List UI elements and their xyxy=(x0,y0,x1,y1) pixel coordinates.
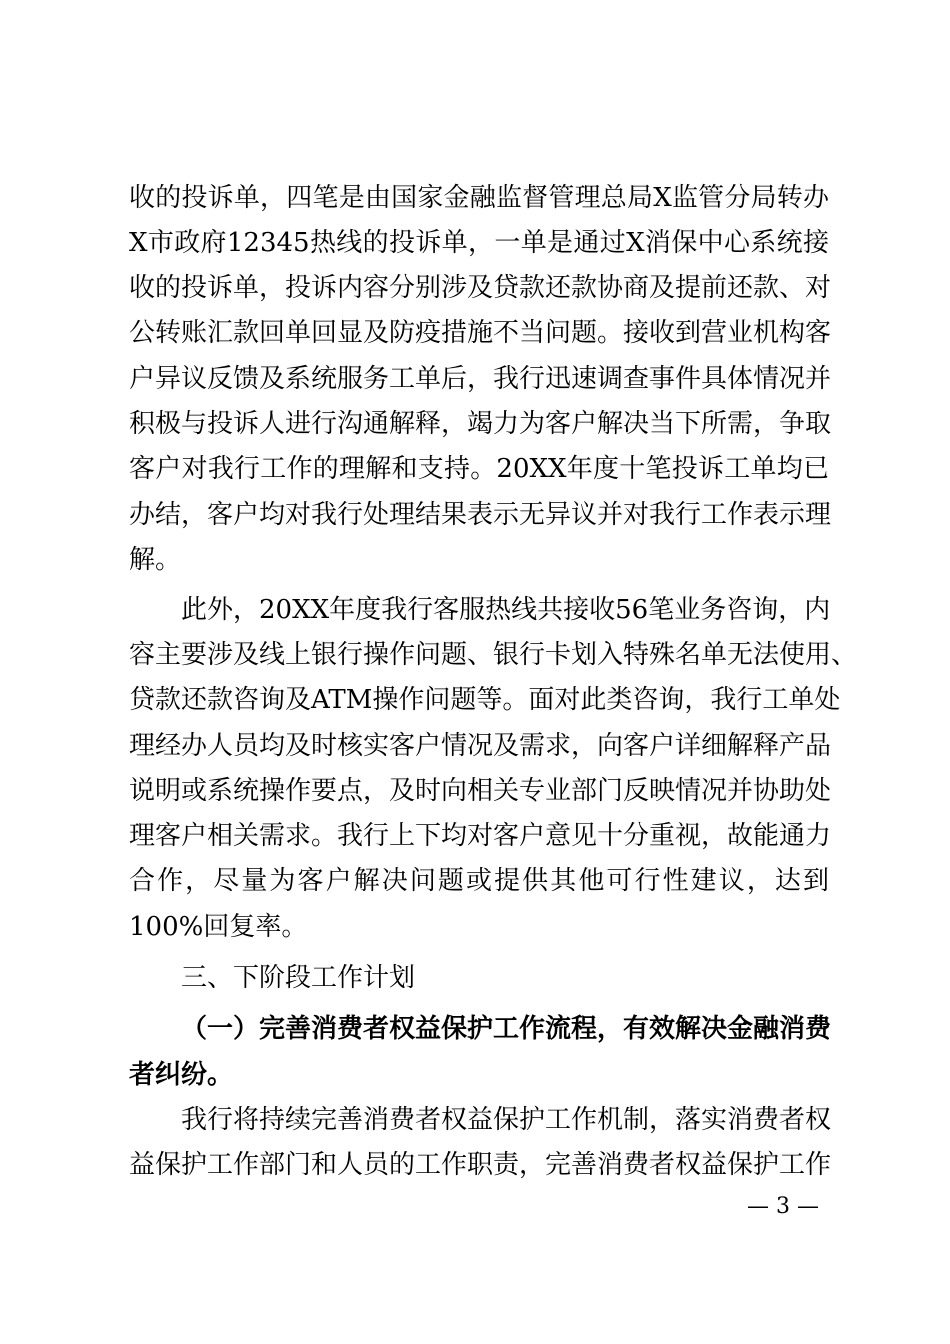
para1-line-1: 收的投诉单，四笔是由国家金融监督管理总局X监管分局转办 xyxy=(129,183,829,213)
para2-line-8: 100%回复率。 xyxy=(129,912,308,942)
para1-line-5: 户异议反馈及系统服务工单后，我行迅速调查事件具体情况并 xyxy=(129,364,832,394)
para2-line-5: 说明或系统操作要点，及时向相关专业部门反映情况并协助处 xyxy=(129,776,832,806)
para1-line-7: 客户对我行工作的理解和支持。20XX年度十笔投诉工单均已 xyxy=(129,454,829,484)
subheading-line-1: （一）完善消费者权益保护工作流程，有效解决金融消费 xyxy=(181,1014,832,1044)
page-number: — 3 — xyxy=(747,1194,819,1219)
para1-line-2: X市政府12345热线的投诉单，一单是通过X消保中心系统接 xyxy=(129,228,829,258)
subheading-line-2: 者纠纷。 xyxy=(129,1060,234,1090)
para3-line-1: 我行将持续完善消费者权益保护工作机制，落实消费者权 xyxy=(181,1105,832,1135)
para2-line-4: 理经办人员均及时核实客户情况及需求，向客户详细解释产品 xyxy=(129,731,832,761)
para1-line-6: 积极与投诉人进行沟通解释，竭力为客户解决当下所需，争取 xyxy=(129,409,832,439)
para1-line-3: 收的投诉单，投诉内容分别涉及贷款还款协商及提前还款、对 xyxy=(129,273,832,303)
para1-line-4: 公转账汇款回单回显及防疫措施不当问题。接收到营业机构客 xyxy=(129,318,832,348)
para2-line-7: 合作，尽量为客户解决问题或提供其他可行性建议，达到 xyxy=(129,866,829,896)
para2-line-3: 贷款还款咨询及ATM操作问题等。面对此类咨询，我行工单处 xyxy=(129,685,841,715)
para2-line-6: 理客户相关需求。我行上下均对客户意见十分重视，故能通力 xyxy=(129,821,832,851)
para2-line-1: 此外，20XX年度我行客服热线共接收56笔业务咨询，内 xyxy=(181,595,831,625)
para1-line-9: 解。 xyxy=(129,545,182,575)
para1-line-8: 办结，客户均对我行处理结果表示无异议并对我行工作表示理 xyxy=(129,500,832,530)
section-heading: 三、下阶段工作计划 xyxy=(181,963,416,993)
para3-line-2: 益保护工作部门和人员的工作职责，完善消费者权益保护工作 xyxy=(129,1150,832,1180)
para2-line-2: 容主要涉及线上银行操作问题、银行卡划入特殊名单无法使用、 xyxy=(129,640,858,670)
